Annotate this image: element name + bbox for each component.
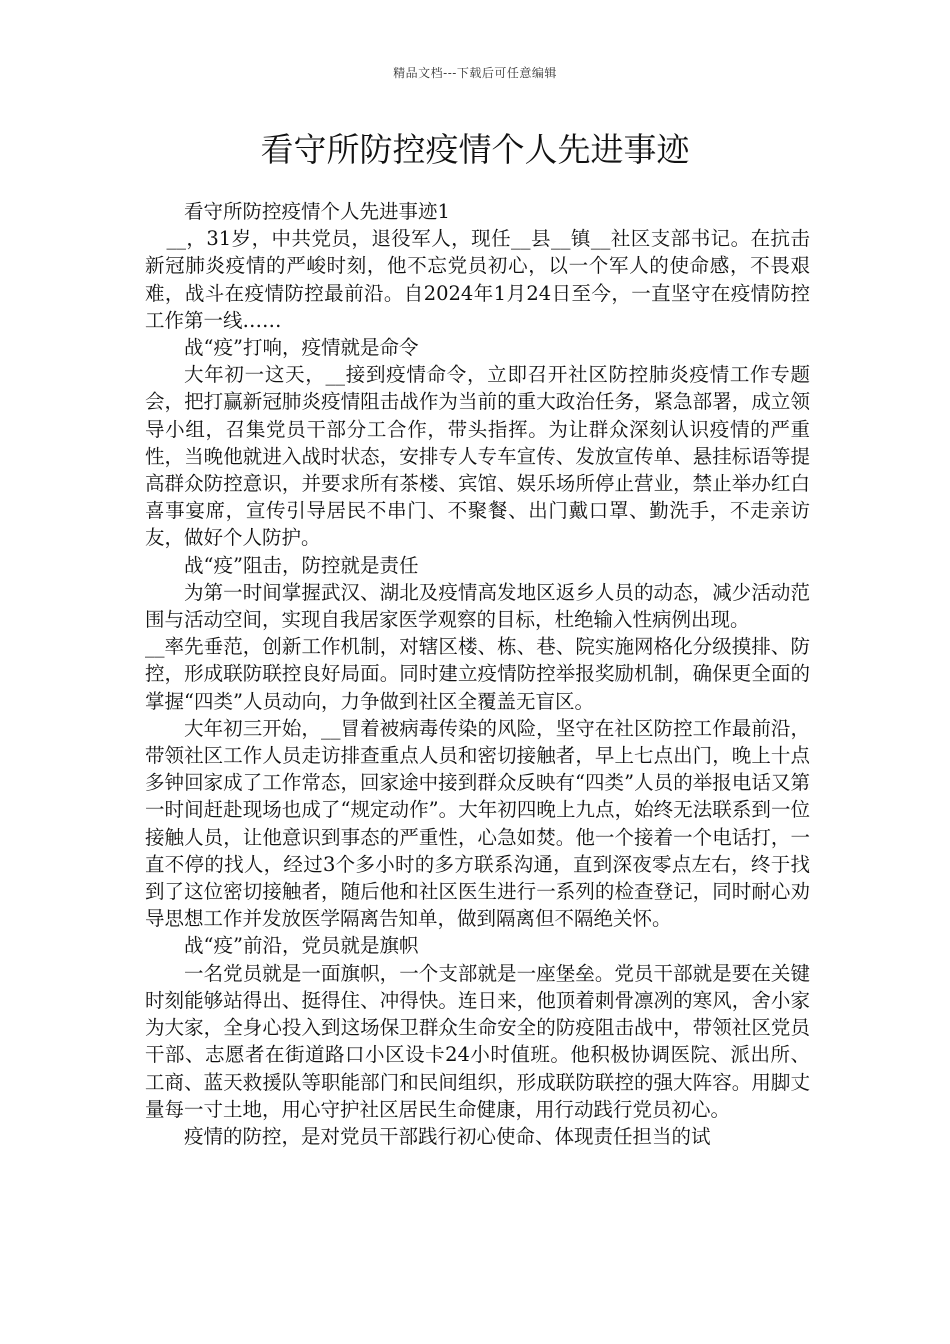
section-heading: 战“疫”前沿，党员就是旗帜 [184, 934, 419, 958]
body-paragraph: __率先垂范，创新工作机制，对辖区楼、栋、巷、院实施网格化分级摸排、防控，形成联防联控良好局面。同时建立疫情防控举报奖励机制，确保更全面的掌握“四类”人员动向，力争做到社区全覆盖无盲区。 [145, 635, 810, 713]
section-heading: 战“疫”阻击，防控就是责任 [184, 553, 419, 577]
body-paragraph: 一名党员就是一面旗帜，一个支部就是一座堡垒。党员干部就是要在关键时刻能够站得出、挺得住、冲得快。连日来，他顶着刺骨凛冽的寒风，舍小家为大家，全身心投入到这场保卫群众生命安全的防疫阻击战中，带领社区党员干部、志愿者在街道路口小区设卡24小时值班。他积极协调医院、派出所、工商、蓝天救援队等职能部门和民间组织，形成联防联控的强大阵容。用脚丈量每一寸土地，用心守护社区居民生命健康，用行动践行党员初心。 [145, 961, 810, 1121]
body-paragraph: 大年初一这天，__接到疫情命令，立即召开社区防控肺炎疫情工作专题会，把打赢新冠肺炎疫情阻击战作为当前的重大政治任务，紧急部署，成立领导小组，召集党员干部分工合作，带头指挥。为让群众深刻认识疫情的严重性，当晚他就进入战时状态，安排专人专车宣传、发放宣传单、悬挂标语等提高群众防控意识，并要求所有茶楼、宾馆、娱乐场所停止营业，禁止举办红白喜事宴席，宣传引导居民不串门、不聚餐、出门戴口罩、勤洗手，不走亲访友，做好个人防护。 [145, 363, 810, 550]
body-paragraph: 为第一时间掌握武汉、湖北及疫情高发地区返乡人员的动态，减少活动范围与活动空间，实现自我居家医学观察的目标，杜绝输入性病例出现。 [145, 580, 810, 632]
body-paragraph: 疫情的防控，是对党员干部践行初心使命、体现责任担当的试 [184, 1124, 711, 1148]
section-heading: 战“疫”打响，疫情就是命令 [184, 336, 419, 360]
subtitle-paragraph: 看守所防控疫情个人先进事迹1 [184, 200, 450, 223]
body-paragraph: 大年初三开始，__冒着被病毒传染的风险，坚守在社区防控工作最前沿，带领社区工作人员走访排查重点人员和密切接触者，早上七点出门，晚上十点多钟回家成了工作常态，回家途中接到群众反映有“四类”人员的举报电话又第一时间赶赴现场也成了“规定动作”。大年初四晚上九点，始终无法联系到一位接触人员，让他意识到事态的严重性，心急如焚。他一个接着一个电话打，一直不停的找人，经过3个多小时的多方联系沟通，直到深夜零点左右，终于找到了这位密切接触者，随后他和社区医生进行一系列的检查登记，同时耐心劝导思想工作并发放医学隔离告知单，做到隔离但不隔绝关怀。 [145, 716, 810, 931]
document-body [145, 198, 810, 1150]
page-header: 精品文档---下载后可任意编辑 [393, 66, 557, 80]
document-title: 看守所防控疫情个人先进事迹 [260, 130, 690, 169]
body-paragraph: __，31岁，中共党员，退役军人，现任__县__镇__社区支部书记。在抗击新冠肺炎疫情的严峻时刻，他不忘党员初心，以一个军人的使命感，不畏艰难，战斗在疫情防控最前沿。自2024年1月24日至今，一直坚守在疫情防控工作第一线…… [145, 227, 810, 332]
